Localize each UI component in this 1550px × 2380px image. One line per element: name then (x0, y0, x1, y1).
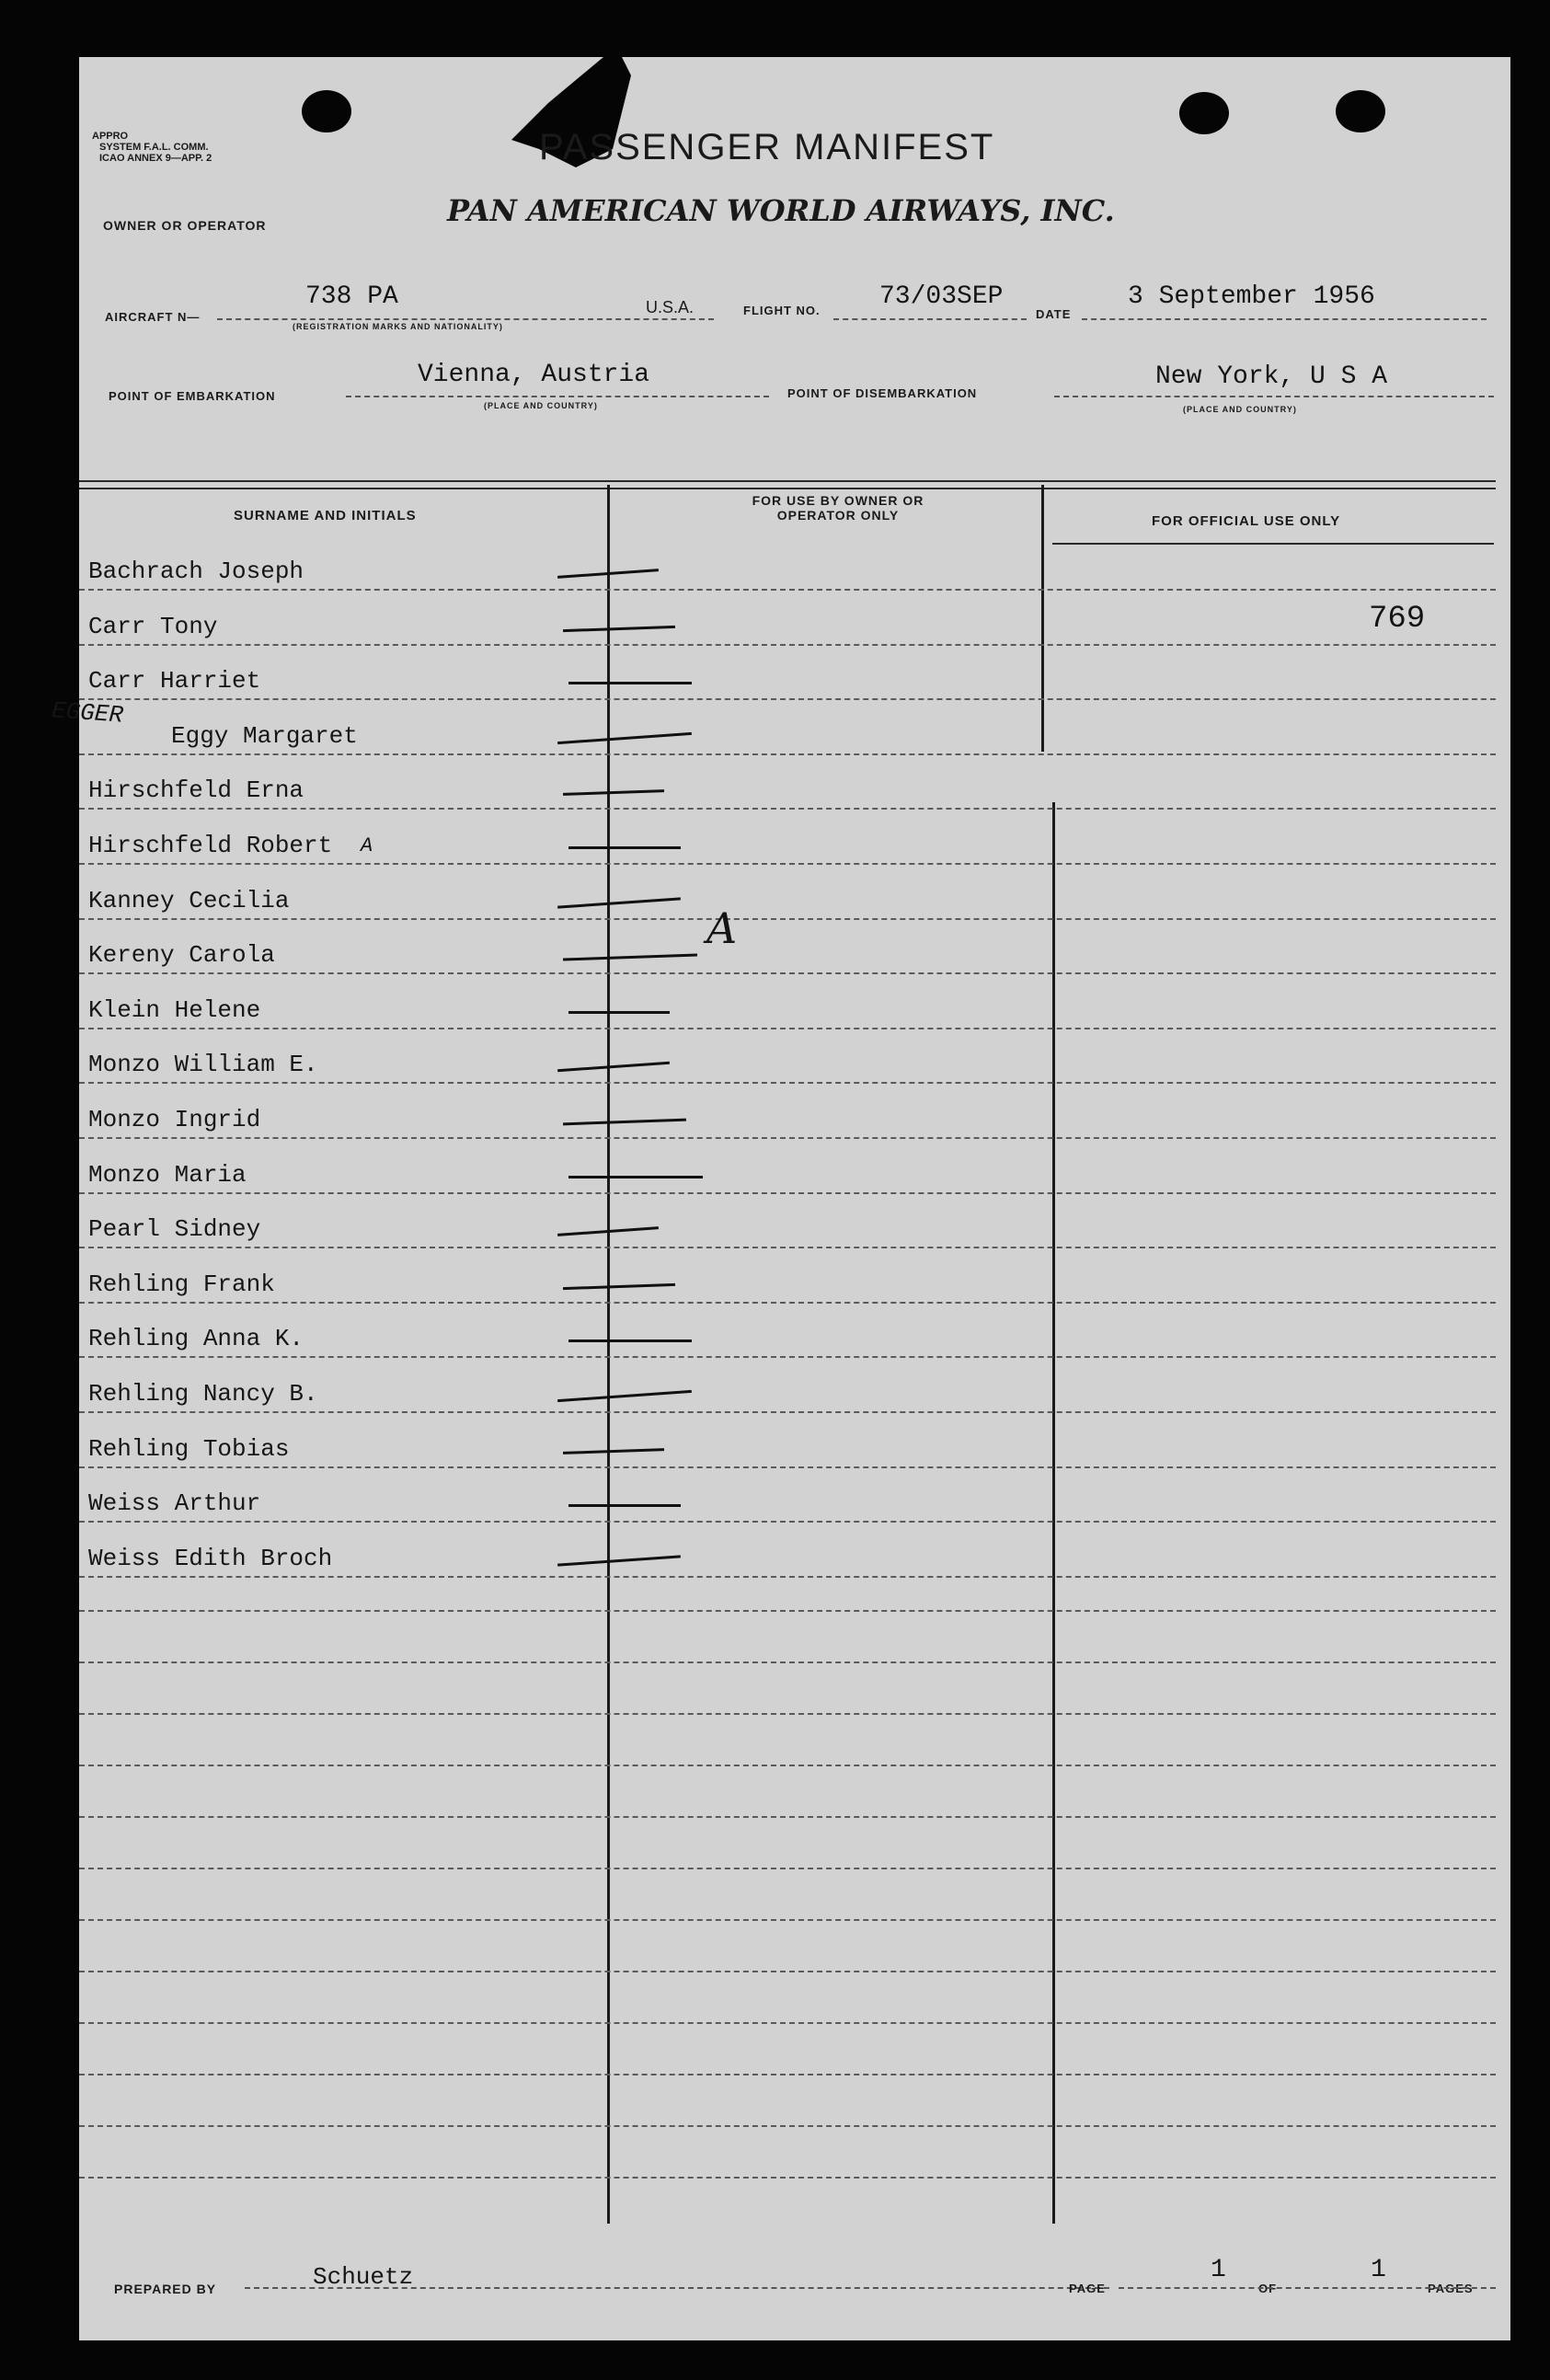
check-stroke (568, 846, 681, 849)
passenger-name: Kanney Cecilia (88, 886, 290, 914)
prepared-by: Schuetz (313, 2263, 414, 2291)
check-stroke (563, 789, 664, 796)
official-number: 769 (1369, 602, 1426, 637)
passenger-name: Rehling Tobias (88, 1434, 290, 1463)
of-label: OF (1258, 2282, 1278, 2295)
check-stroke (563, 625, 675, 631)
passenger-name: Carr Tony (88, 612, 218, 640)
approval-line-1: APPRO (92, 131, 129, 142)
row-line (79, 1576, 1496, 1578)
passenger-name: Carr Harriet (88, 667, 261, 696)
torn-corner (447, 57, 631, 195)
flight-value: 73/03SEP (879, 282, 1004, 311)
aircraft-label: AIRCRAFT N— (105, 310, 201, 324)
row-line (79, 1356, 1496, 1358)
blank-row-line (79, 1610, 1496, 1612)
punch-hole (302, 90, 351, 132)
blank-row-line (79, 1919, 1496, 1921)
place-caption-2: (PLACE AND COUNTRY) (1183, 405, 1297, 414)
blank-row-line (79, 1971, 1496, 1972)
passenger-name: Monzo Ingrid (88, 1106, 261, 1133)
blank-row-line (79, 1713, 1496, 1715)
place-caption-1: (PLACE AND COUNTRY) (484, 401, 598, 410)
passenger-name: Monzo William E. (88, 1051, 318, 1079)
check-stroke (568, 1176, 703, 1179)
aircraft-line (217, 318, 714, 320)
check-stroke (557, 1390, 692, 1402)
handwritten-a-mark: A (706, 903, 738, 953)
passenger-name: Rehling Nancy B. (88, 1380, 318, 1408)
operator-name: PAN AMERICAN WORLD AIRWAYS, INC. (447, 193, 1115, 228)
row-line (79, 972, 1496, 974)
row-line (79, 1411, 1496, 1413)
col-header-names: SURNAME AND INITIALS (234, 508, 417, 523)
owner-label: OWNER OR OPERATOR (103, 218, 267, 233)
page-title: PASSENGER MANIFEST (539, 127, 995, 167)
check-stroke (568, 1011, 670, 1014)
page-total: 1 (1371, 2256, 1386, 2284)
date-label: DATE (1036, 307, 1072, 321)
passenger-name: Weiss Edith Broch (88, 1544, 333, 1572)
date-value: 3 September 1956 (1128, 282, 1375, 311)
blank-row-line (79, 2022, 1496, 2024)
row-line (79, 1082, 1496, 1084)
check-stroke (563, 1448, 664, 1454)
check-stroke (557, 732, 692, 744)
header-rule (79, 480, 1496, 482)
disembark-label: POINT OF DISEMBARKATION (787, 386, 978, 400)
manifest-sheet (51, 57, 1510, 2340)
row-line (79, 1302, 1496, 1304)
embark-value: Vienna, Austria (418, 361, 650, 389)
registration-caption: (REGISTRATION MARKS AND NATIONALITY) (293, 322, 503, 331)
blank-row-line (79, 2177, 1496, 2179)
page-number: 1 (1211, 2256, 1226, 2284)
passenger-name: Weiss Arthur (88, 1489, 261, 1518)
embark-label: POINT OF EMBARKATION (109, 389, 276, 403)
prepared-line (245, 2287, 1109, 2289)
page-line (1119, 2287, 1496, 2289)
passenger-name: Hirschfeld Robert (88, 832, 333, 859)
date-line (1082, 318, 1487, 320)
row-line (79, 1137, 1496, 1139)
row-line (79, 753, 1496, 755)
punch-hole (1179, 92, 1229, 134)
row-line (79, 808, 1496, 810)
pages-label: PAGES (1428, 2282, 1474, 2295)
column-divider-3 (1052, 802, 1055, 2224)
passenger-name: Hirschfeld Erna (88, 776, 304, 805)
row-line (79, 863, 1496, 865)
usa-label: U.S.A. (646, 298, 695, 316)
row-line (79, 698, 1496, 700)
blank-row-line (79, 2125, 1496, 2127)
column-divider-1 (607, 485, 610, 2224)
aircraft-value: 738 PA (305, 282, 398, 311)
check-stroke (568, 1339, 692, 1342)
row-line (79, 1192, 1496, 1194)
column-divider-2 (1041, 485, 1044, 752)
punch-hole (1336, 90, 1385, 132)
passenger-name: Rehling Frank (88, 1270, 275, 1298)
row-line (79, 918, 1496, 920)
row-line (79, 589, 1496, 591)
flight-line (833, 318, 1027, 320)
check-stroke (563, 1119, 686, 1126)
handwritten-a-mark: A (361, 834, 373, 857)
official-header-rule (1052, 543, 1494, 545)
passenger-name: Rehling Anna K. (88, 1325, 304, 1353)
row-line (79, 1466, 1496, 1468)
row-line (79, 644, 1496, 646)
blank-row-line (79, 1765, 1496, 1766)
passenger-name: Pearl Sidney (88, 1215, 261, 1244)
passenger-name: Eggy Margaret (171, 721, 358, 750)
page-label: PAGE (1069, 2282, 1106, 2295)
check-stroke (568, 682, 692, 684)
passenger-name: Monzo Maria (88, 1160, 247, 1189)
flight-label: FLIGHT NO. (743, 304, 821, 317)
blank-row-line (79, 1868, 1496, 1869)
embark-line (346, 396, 769, 397)
check-stroke (557, 1062, 670, 1073)
blank-row-line (79, 1661, 1496, 1663)
prepared-label: PREPARED BY (114, 2282, 217, 2296)
disembark-value: New York, U S A (1155, 362, 1388, 391)
row-line (79, 1521, 1496, 1523)
col-header-owner: FOR USE BY OWNER OR OPERATOR ONLY (752, 493, 924, 523)
blank-row-line (79, 1816, 1496, 1818)
margin-note: EGGER (51, 696, 124, 730)
blank-row-line (79, 2074, 1496, 2075)
check-stroke (557, 1555, 681, 1566)
disembark-line (1054, 396, 1494, 397)
passenger-name: Klein Helene (88, 995, 261, 1024)
row-line (79, 1028, 1496, 1029)
approval-line-2: SYSTEM F.A.L. COMM. (99, 142, 209, 153)
row-line (79, 1247, 1496, 1248)
check-stroke (563, 954, 697, 961)
passenger-name: Kereny Carola (88, 941, 275, 970)
passenger-name: Bachrach Joseph (88, 558, 304, 585)
check-stroke (563, 1283, 675, 1290)
approval-line-3: ICAO ANNEX 9—APP. 2 (99, 153, 212, 164)
col-header-official: FOR OFFICIAL USE ONLY (1152, 513, 1341, 529)
check-stroke (557, 897, 681, 908)
check-stroke (568, 1504, 681, 1507)
header-rule (79, 488, 1496, 489)
